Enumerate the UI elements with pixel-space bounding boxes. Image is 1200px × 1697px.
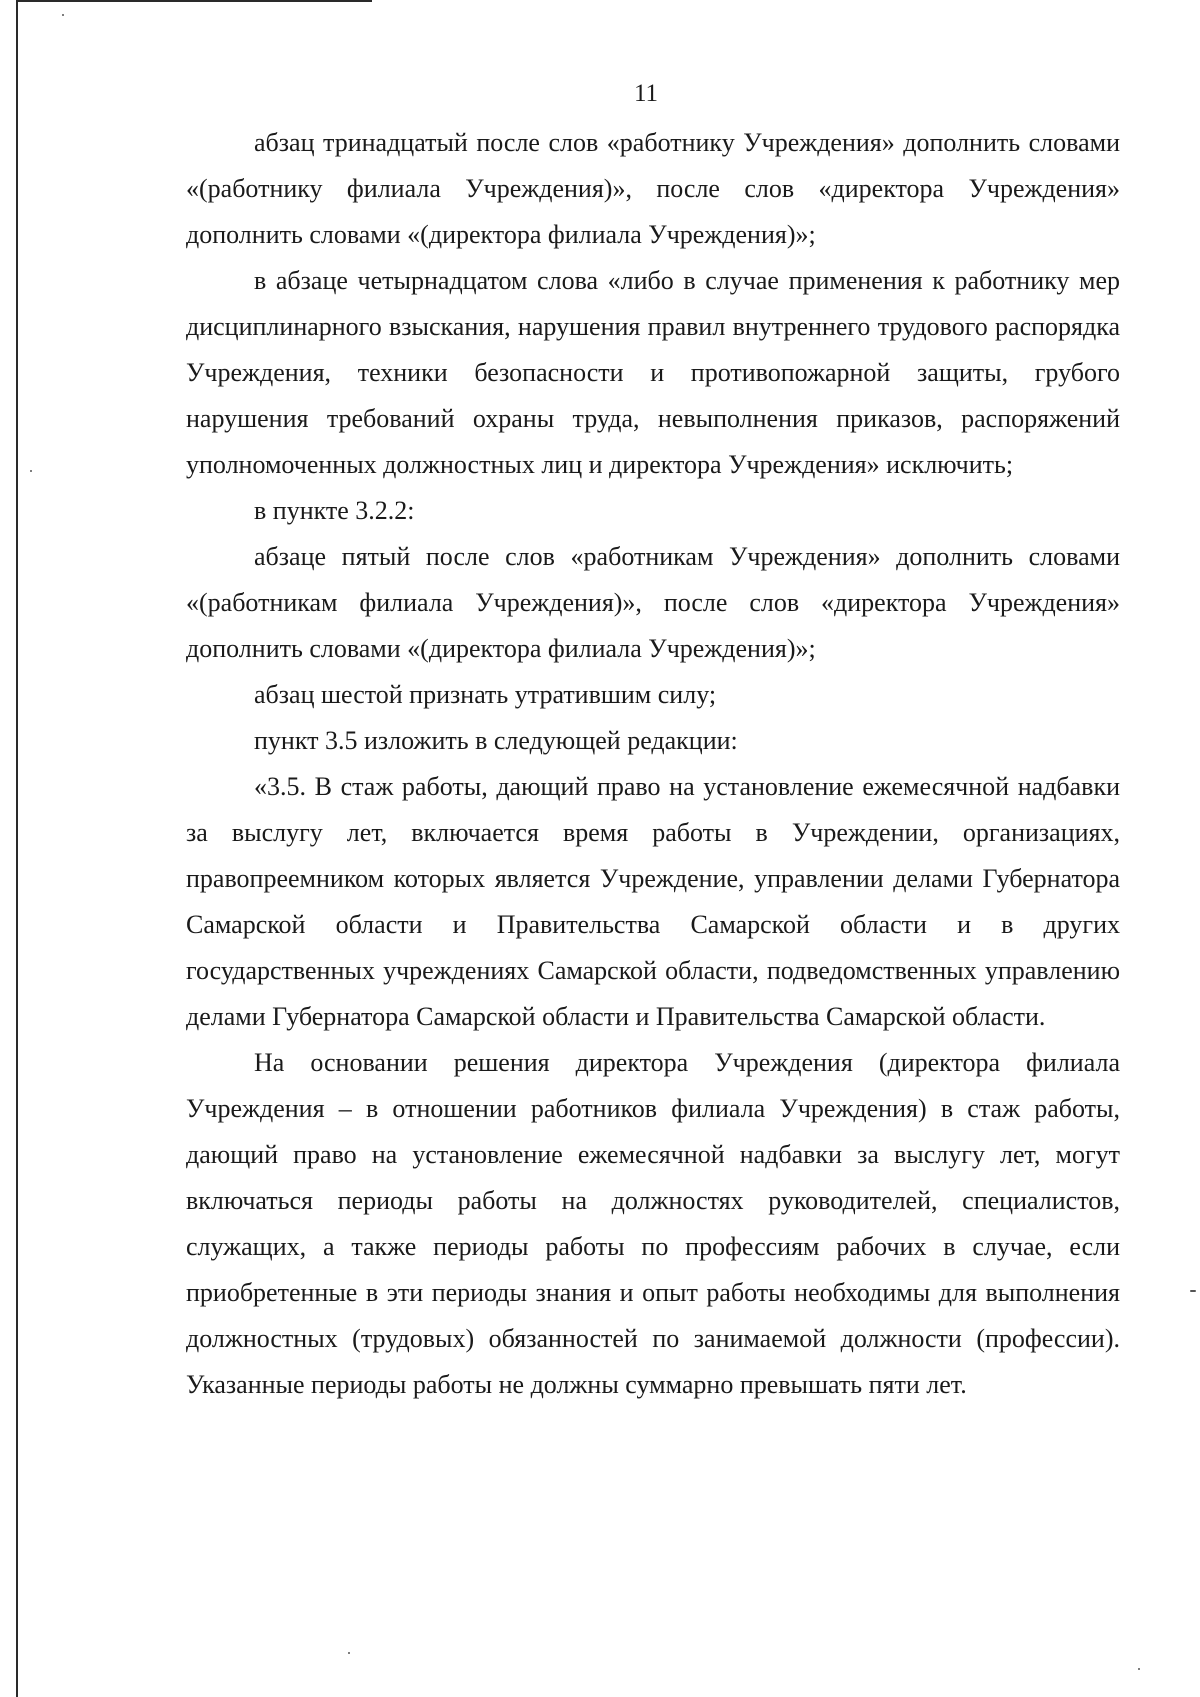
document-body (186, 120, 1120, 1408)
scan-speck (1138, 1668, 1140, 1670)
paragraph: в абзаце четырнадцатом слова «либо в случае применения к работнику мер дисциплинарного взыскания, нарушения правил внутреннего трудового распорядка Учреждения, техники безопасности и противопожарной защиты, грубого нарушения требований охраны труда, невыполнения приказов, распоряжений уполномоченных должностных лиц и директора Учреждения» исключить; (186, 266, 1120, 479)
paragraph: абзаце пятый после слов «работникам Учреждения» дополнить словами «(работникам филиала Учреждения)», после слов «директора Учреждения» дополнить словами «(директора филиала Учреждения)»; (186, 542, 1120, 663)
paragraph: пункт 3.5 изложить в следующей редакции: (254, 726, 738, 755)
scan-speck (62, 14, 64, 16)
paragraph: «3.5. В стаж работы, дающий право на установление ежемесячной надбавки за выслугу лет, включается время работы в Учреждении, организациях, правопреемником которых является Учреждение, управлении делами Губернатора Самарской области и Правительства Самарской области и в других государственных учреждениях Самарской области, подведомственных управлению делами Губернатора Самарской области и Правительства Самарской области. (186, 772, 1120, 1031)
page-number: 11 (633, 80, 659, 107)
scan-speck (348, 1652, 350, 1654)
scan-edge-left (16, 0, 18, 1697)
paragraph: На основании решения директора Учреждения (директора филиала Учреждения – в отношении работников филиала Учреждения) в стаж работы, дающий право на установление ежемесячной надбавки за выслугу лет, могут включаться периоды работы на должностях руководителей, специалистов, служащих, а также периоды работы по профессиям рабочих в случае, если приобретенные в эти периоды знания и опыт работы необходимы для выполнения должностных (трудовых) обязанностей по занимаемой должности (профессии). Указанные периоды работы не должны суммарно превышать пяти лет. (186, 1048, 1120, 1399)
scan-speck (1190, 1290, 1196, 1292)
scan-edge-top (16, 0, 372, 2)
paragraph: в пункте 3.2.2: (254, 496, 415, 525)
scan-speck (30, 470, 32, 472)
paragraph: абзац шестой признать утратившим силу; (254, 680, 717, 709)
paragraph: абзац тринадцатый после слов «работнику Учреждения» дополнить словами «(работнику филиала Учреждения)», после слов «директора Учреждения» дополнить словами «(директора филиала Учреждения)»; (186, 128, 1120, 249)
